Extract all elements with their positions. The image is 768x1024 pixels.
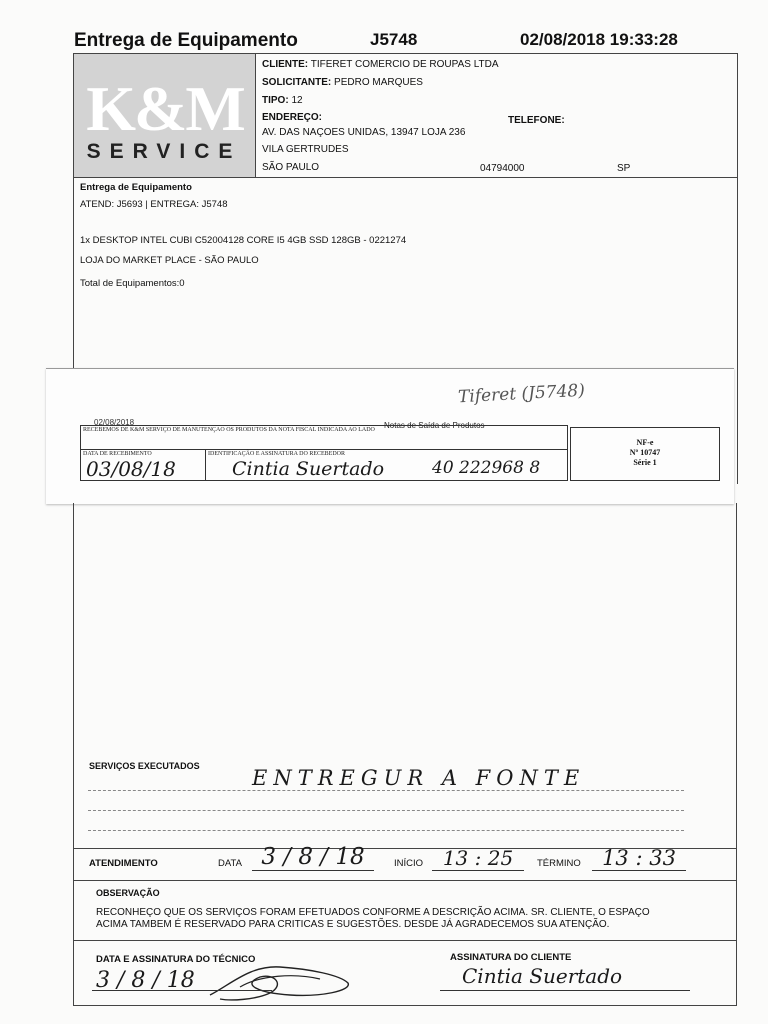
- termino-label: TÉRMINO: [537, 858, 581, 869]
- nfe-number: Nº 10747: [629, 448, 661, 457]
- tipo-label: TIPO:: [262, 95, 289, 106]
- data-label: DATA: [218, 858, 242, 869]
- services-label: SERVIÇOS EXECUTADOS: [89, 761, 200, 771]
- slip-sign-label: IDENTIFICAÇÃO E ASSINATURA DO RECEBEDOR: [208, 451, 346, 457]
- body-item: 1x DESKTOP INTEL CUBI C52004128 CORE I5 4GB SSD 128GB - 0221274: [80, 235, 407, 246]
- data-value: 3 / 8 / 18: [252, 844, 374, 871]
- slip-notas-title: Notas de Saída de Produtos: [384, 421, 485, 430]
- slip-received-text: RECEBEMOS DE K&M SERVIÇO DE MANUTENÇÃO OS PRODUTOS DA NOTA FISCAL INDICADA AO LADO: [83, 427, 375, 433]
- slip-col-divider: [205, 449, 206, 481]
- solicitante-value: PEDRO MARQUES: [334, 77, 423, 88]
- observacao-line1: RECONHEÇO QUE OS SERVIÇOS FORAM EFETUADOS CONFORME A DESCRIÇÃO ACIMA. SR. CLIENTE, O ESPAÇO: [96, 907, 650, 918]
- cliente-sign-line: [440, 990, 690, 991]
- slip-receiver-signature: Cintia Suertado: [232, 458, 385, 480]
- solicitante-row: [262, 75, 423, 90]
- address-line2: VILA GERTRUDES: [262, 144, 349, 155]
- solicitante-label: SOLICITANTE:: [262, 77, 332, 88]
- cliente-signature: Cintia Suertado: [462, 964, 623, 988]
- slip-receiver-doc: 40 222968 8: [432, 458, 541, 478]
- address-cep: 04794000: [480, 163, 525, 174]
- observacao-line2: ACIMA TAMBEM É RESERVADO PARA CRITICAS E SUGESTÕES. DESDE JÁ AGRADECEMOS SUA ATENÇÃO.: [96, 919, 610, 930]
- cliente-sign-label: ASSINATURA DO CLIENTE: [450, 952, 572, 963]
- nfe-title: NF-e: [636, 438, 654, 447]
- address-city: SÃO PAULO: [262, 162, 320, 173]
- services-line-1: [88, 790, 684, 791]
- endereco-label: ENDEREÇO:: [262, 112, 323, 123]
- nfe-box: [570, 427, 720, 481]
- tecnico-date: 3 / 8 / 18: [96, 968, 195, 993]
- tecnico-sign-line: [92, 990, 272, 991]
- services-line-2: [88, 810, 684, 811]
- telefone-label: TELEFONE:: [508, 115, 565, 126]
- tecnico-label: DATA E ASSINATURA DO TÉCNICO: [96, 954, 256, 965]
- inicio-label: INÍCIO: [394, 858, 424, 869]
- section-divider: [73, 177, 737, 178]
- order-datetime: 02/08/2018 19:33:28: [520, 30, 678, 49]
- body-store: LOJA DO MARKET PLACE - SÃO PAULO: [80, 255, 259, 266]
- company-logo: [74, 54, 256, 177]
- body-heading: Entrega de Equipamento: [80, 182, 192, 193]
- services-value: ENTREGUR A FONTE: [252, 766, 586, 790]
- logo-main: K&M: [86, 73, 244, 144]
- document-title: Entrega de Equipamento: [74, 30, 298, 51]
- slip-handwritten-note: Tiferet (J5748): [457, 380, 586, 408]
- body-atend: ATEND: J5693 | ENTREGA: J5748: [80, 199, 228, 210]
- address-line1: AV. DAS NAÇOES UNIDAS, 13947 LOJA 236: [262, 127, 466, 138]
- tipo-row: [262, 93, 303, 108]
- observacao-label: OBSERVAÇÃO: [96, 888, 160, 898]
- address-uf: SP: [617, 163, 631, 174]
- observacao-divider: [73, 940, 736, 941]
- slip-inner-divider: [80, 449, 568, 450]
- atendimento-label: ATENDIMENTO: [89, 858, 158, 869]
- tipo-value: 12: [291, 95, 303, 106]
- nfe-serie: Série 1: [633, 458, 657, 467]
- slip-date-label: DATA DE RECEBIMENTO: [83, 451, 152, 457]
- cliente-value: TIFERET COMERCIO DE ROUPAS LTDA: [310, 59, 499, 70]
- cliente-label: CLIENTE:: [262, 59, 309, 70]
- body-total: Total de Equipamentos:0: [80, 278, 185, 289]
- services-line-3: [88, 830, 684, 831]
- termino-value: 13 : 33: [592, 846, 686, 871]
- logo-sub: SERVICE: [86, 140, 242, 163]
- atendimento-divider: [73, 880, 736, 881]
- inicio-value: 13 : 25: [432, 846, 524, 871]
- slip-date-value: 03/08/18: [86, 457, 176, 481]
- client-row: [262, 57, 499, 72]
- order-code: J5748: [370, 30, 418, 49]
- tecnico-signature: [200, 955, 360, 1005]
- slip-overprint-date: 02/08/2018: [94, 418, 135, 427]
